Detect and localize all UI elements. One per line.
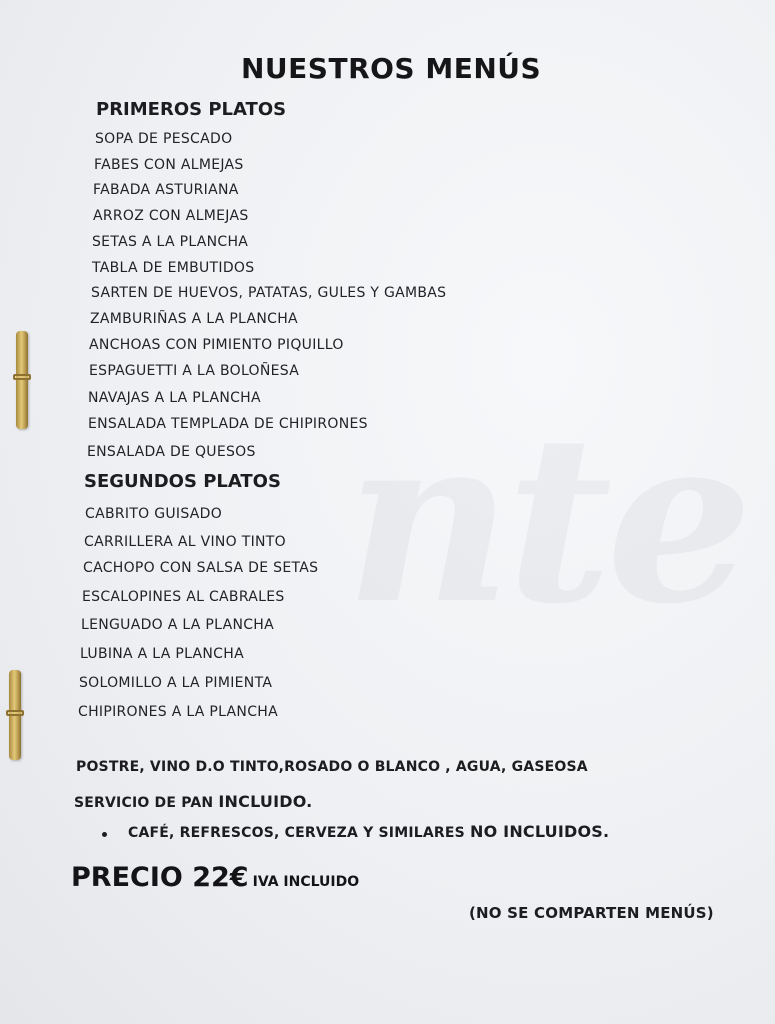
not-included-items: CAFÉ, REFRESCOS, CERVEZA Y SIMILARES bbox=[128, 825, 470, 841]
menu-item: ANCHOAS CON PIMIENTO PIQUILLO bbox=[89, 337, 344, 353]
menu-item: ZAMBURIÑAS A LA PLANCHA bbox=[90, 311, 298, 327]
menu-item: ARROZ CON ALMEJAS bbox=[93, 208, 249, 224]
menu-item: SETAS A LA PLANCHA bbox=[92, 234, 249, 250]
menu-item: ENSALADA DE QUESOS bbox=[87, 444, 256, 460]
menu-item: FABES CON ALMEJAS bbox=[94, 157, 244, 173]
watermark-graphic: nte bbox=[345, 385, 747, 655]
bullet-icon bbox=[102, 832, 107, 837]
menu-title: NUESTROS MENÚS bbox=[241, 52, 542, 85]
binder-fastener-bottom bbox=[9, 670, 21, 760]
price-tax-note: IVA INCLUIDO bbox=[252, 874, 360, 890]
price-amount: PRECIO 22€ bbox=[71, 862, 249, 893]
menu-item: ESCALOPINES AL CABRALES bbox=[82, 589, 285, 605]
menu-item: CABRITO GUISADO bbox=[85, 506, 223, 522]
not-included-note bbox=[128, 824, 609, 840]
section-heading-primeros: PRIMEROS PLATOS bbox=[96, 99, 287, 120]
menu-item: ENSALADA TEMPLADA DE CHIPIRONES bbox=[88, 416, 368, 432]
menu-item: LENGUADO A LA PLANCHA bbox=[81, 617, 275, 633]
menu-item: TABLA DE EMBUTIDOS bbox=[92, 260, 255, 276]
price-line bbox=[71, 864, 359, 891]
menu-item: CARRILLERA AL VINO TINTO bbox=[84, 534, 286, 550]
binder-fastener-top bbox=[16, 331, 28, 429]
menu-item: NAVAJAS A LA PLANCHA bbox=[88, 390, 261, 406]
not-included-label: NO INCLUIDOS. bbox=[470, 822, 610, 841]
included-drinks-note: POSTRE, VINO D.O TINTO,ROSADO O BLANCO , AGUA, GASEOSA bbox=[76, 759, 588, 775]
menu-item: CHIPIRONES A LA PLANCHA bbox=[78, 704, 278, 720]
no-sharing-note: (NO SE COMPARTEN MENÚS) bbox=[469, 904, 714, 922]
menu-item: FABADA ASTURIANA bbox=[93, 182, 239, 198]
menu-item: ESPAGUETTI A LA BOLOÑESA bbox=[89, 363, 300, 379]
bread-included-label: INCLUIDO. bbox=[218, 792, 313, 811]
menu-item: SARTEN DE HUEVOS, PATATAS, GULES Y GAMBAS bbox=[91, 285, 447, 301]
menu-item: CACHOPO CON SALSA DE SETAS bbox=[83, 560, 319, 576]
bread-service-label: SERVICIO DE PAN bbox=[74, 795, 219, 811]
section-heading-segundos: SEGUNDOS PLATOS bbox=[84, 471, 281, 492]
menu-item: LUBINA A LA PLANCHA bbox=[80, 646, 244, 662]
bread-service-note bbox=[74, 794, 312, 810]
menu-item: SOLOMILLO A LA PIMIENTA bbox=[79, 675, 273, 691]
menu-item: SOPA DE PESCADO bbox=[95, 131, 233, 147]
